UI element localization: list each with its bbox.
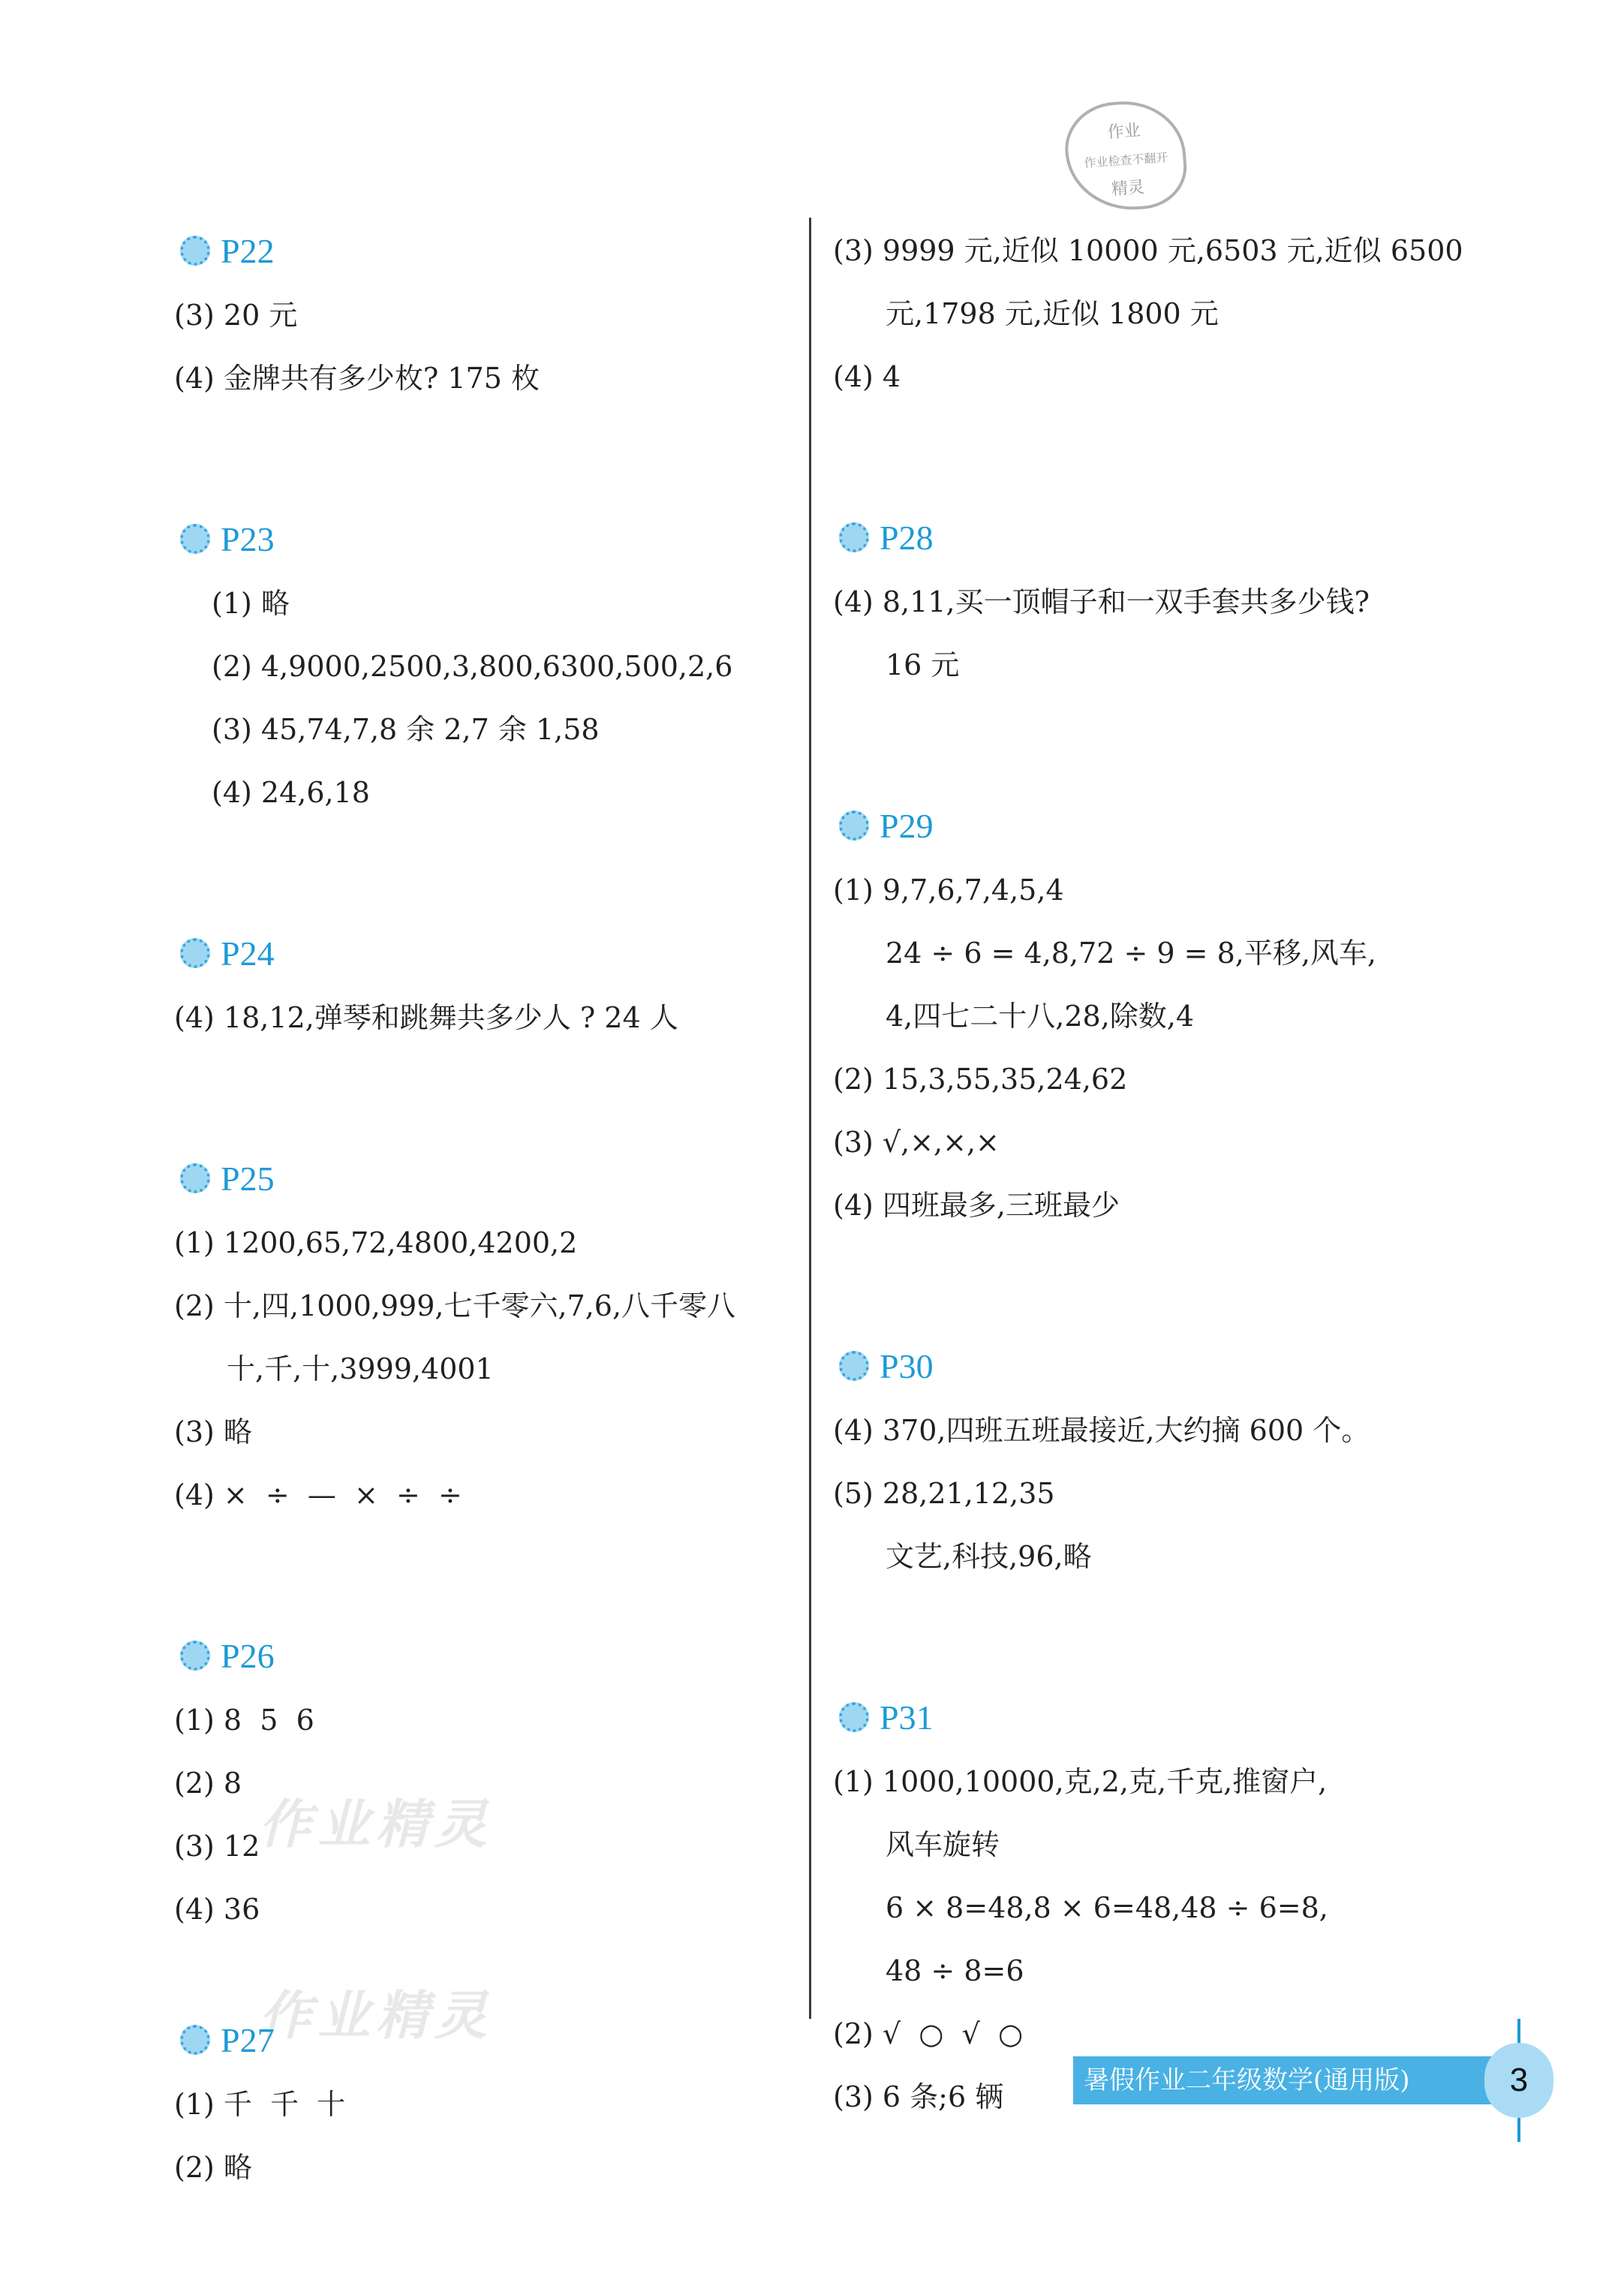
bubble-icon (180, 1641, 210, 1671)
answer-line: 6 × 8=48,8 × 6=48,48 ÷ 6=8, (886, 1891, 1328, 1924)
answer-line: (2) 略 (174, 2151, 252, 2184)
answer-line: (1) 略 (212, 587, 290, 620)
section-p22 (174, 218, 789, 410)
answer-line: (3) 20 元 (174, 299, 298, 332)
page-number: 3 (1484, 2043, 1553, 2118)
answer-line: (3) √,×,×,× (833, 1126, 1000, 1159)
section-p30 (833, 1333, 1478, 1588)
bubble-icon (839, 522, 869, 552)
answer-line: (1) 8 5 6 (174, 1704, 314, 1737)
section-title: P31 (880, 1698, 934, 1737)
answer-line: 十,千,十,3999,4001 (227, 1352, 494, 1385)
bubble-icon (180, 524, 210, 554)
section-title: P24 (221, 934, 275, 973)
section-p25 (174, 1145, 789, 1526)
footer-book-title: 暑假作业二年级数学(通用版) (1073, 2056, 1493, 2104)
answer-line: (1) 1000,10000,克,2,克,千克,推窗户, (833, 1765, 1328, 1798)
section-p28 (833, 504, 1478, 696)
section-title: P27 (221, 2020, 275, 2059)
section-p27 (174, 2007, 789, 2199)
section-p29 (833, 793, 1478, 1237)
bubble-icon (180, 1163, 210, 1193)
stamp-logo (1062, 98, 1189, 215)
answer-line: (4) × ÷ — × ÷ ÷ (174, 1478, 462, 1511)
bubble-icon (180, 938, 210, 968)
answer-line: 4,四七二十八,28,除数,4 (886, 1000, 1195, 1033)
answer-line: (4) 24,6,18 (212, 776, 370, 809)
answer-line: (3) 略 (174, 1415, 252, 1448)
answer-line: (1) 9,7,6,7,4,5,4 (833, 874, 1064, 907)
bubble-icon (839, 1351, 869, 1381)
answer-line: (4) 4 (833, 360, 901, 393)
section-title: P25 (221, 1159, 275, 1198)
section-title: P22 (221, 231, 275, 270)
column-divider (809, 218, 811, 2019)
bubble-icon (180, 236, 210, 266)
section-title: P29 (880, 806, 934, 845)
section-title: P30 (880, 1346, 934, 1385)
section-p23 (174, 506, 789, 824)
answer-line: (2) 15,3,55,35,24,62 (833, 1063, 1128, 1096)
section-title: P28 (880, 518, 934, 557)
stamp-line: 作业检查不翻开 (1083, 150, 1168, 170)
section-p26 (174, 1623, 789, 1941)
answer-line: (1) 1200,65,72,4800,4200,2 (174, 1226, 578, 1259)
answer-line: 16 元 (886, 648, 960, 681)
answer-line: (2) 4,9000,2500,3,800,6300,500,2,6 (212, 650, 733, 683)
bubble-icon (839, 1702, 869, 1732)
answer-line: (4) 18,12,弹琴和跳舞共多少人 ? 24 人 (174, 1001, 678, 1034)
answer-line: (4) 370,四班五班最接近,大约摘 600 个。 (833, 1414, 1370, 1447)
answer-line: (3) 45,74,7,8 余 2,7 余 1,58 (212, 713, 600, 746)
answer-line: (4) 金牌共有多少枚? 175 枚 (174, 362, 540, 395)
watermark: 作业精灵 (259, 1984, 493, 2047)
answer-line: (4) 四班最多,三班最少 (833, 1189, 1120, 1222)
answer-line: 元,1798 元,近似 1800 元 (886, 297, 1219, 330)
answer-line: (4) 36 (174, 1893, 260, 1926)
answer-line: 风车旋转 (886, 1828, 1000, 1861)
stamp-line: 精灵 (1111, 178, 1145, 200)
stamp-line: 作业 (1106, 121, 1141, 143)
section-title: P26 (221, 1636, 275, 1675)
answer-line: 文艺,科技,96,略 (886, 1540, 1092, 1573)
answer-line: (2) √ ○ √ ○ (833, 2017, 1024, 2050)
section-continued (833, 219, 1478, 408)
answer-line: (3) 9999 元,近似 10000 元,6503 元,近似 6500 (833, 234, 1463, 267)
bubble-icon (180, 2025, 210, 2055)
right-column (833, 218, 1478, 2224)
answer-line: (2) 8 (174, 1767, 242, 1800)
answer-line: 48 ÷ 8=6 (886, 1954, 1024, 1987)
bubble-icon (839, 811, 869, 841)
answer-line: (2) 十,四,1000,999,七千零六,7,6,八千零八 (174, 1289, 736, 1322)
answer-line: (3) 12 (174, 1830, 260, 1863)
watermark: 作业精灵 (259, 1793, 493, 1855)
left-column (174, 218, 789, 2295)
answer-line: 24 ÷ 6 = 4,8,72 ÷ 9 = 8,平移,风车, (886, 937, 1376, 970)
answer-line: (3) 6 条;6 辆 (833, 2080, 1004, 2113)
section-title: P23 (221, 519, 275, 558)
answer-line: (5) 28,21,12,35 (833, 1477, 1055, 1510)
answer-line: (1) 千 千 十 (174, 2088, 346, 2121)
answer-line: (4) 8,11,买一顶帽子和一双手套共多少钱? (833, 585, 1370, 618)
section-p24 (174, 920, 789, 1049)
footer-pin-bottom (1517, 2115, 1520, 2142)
